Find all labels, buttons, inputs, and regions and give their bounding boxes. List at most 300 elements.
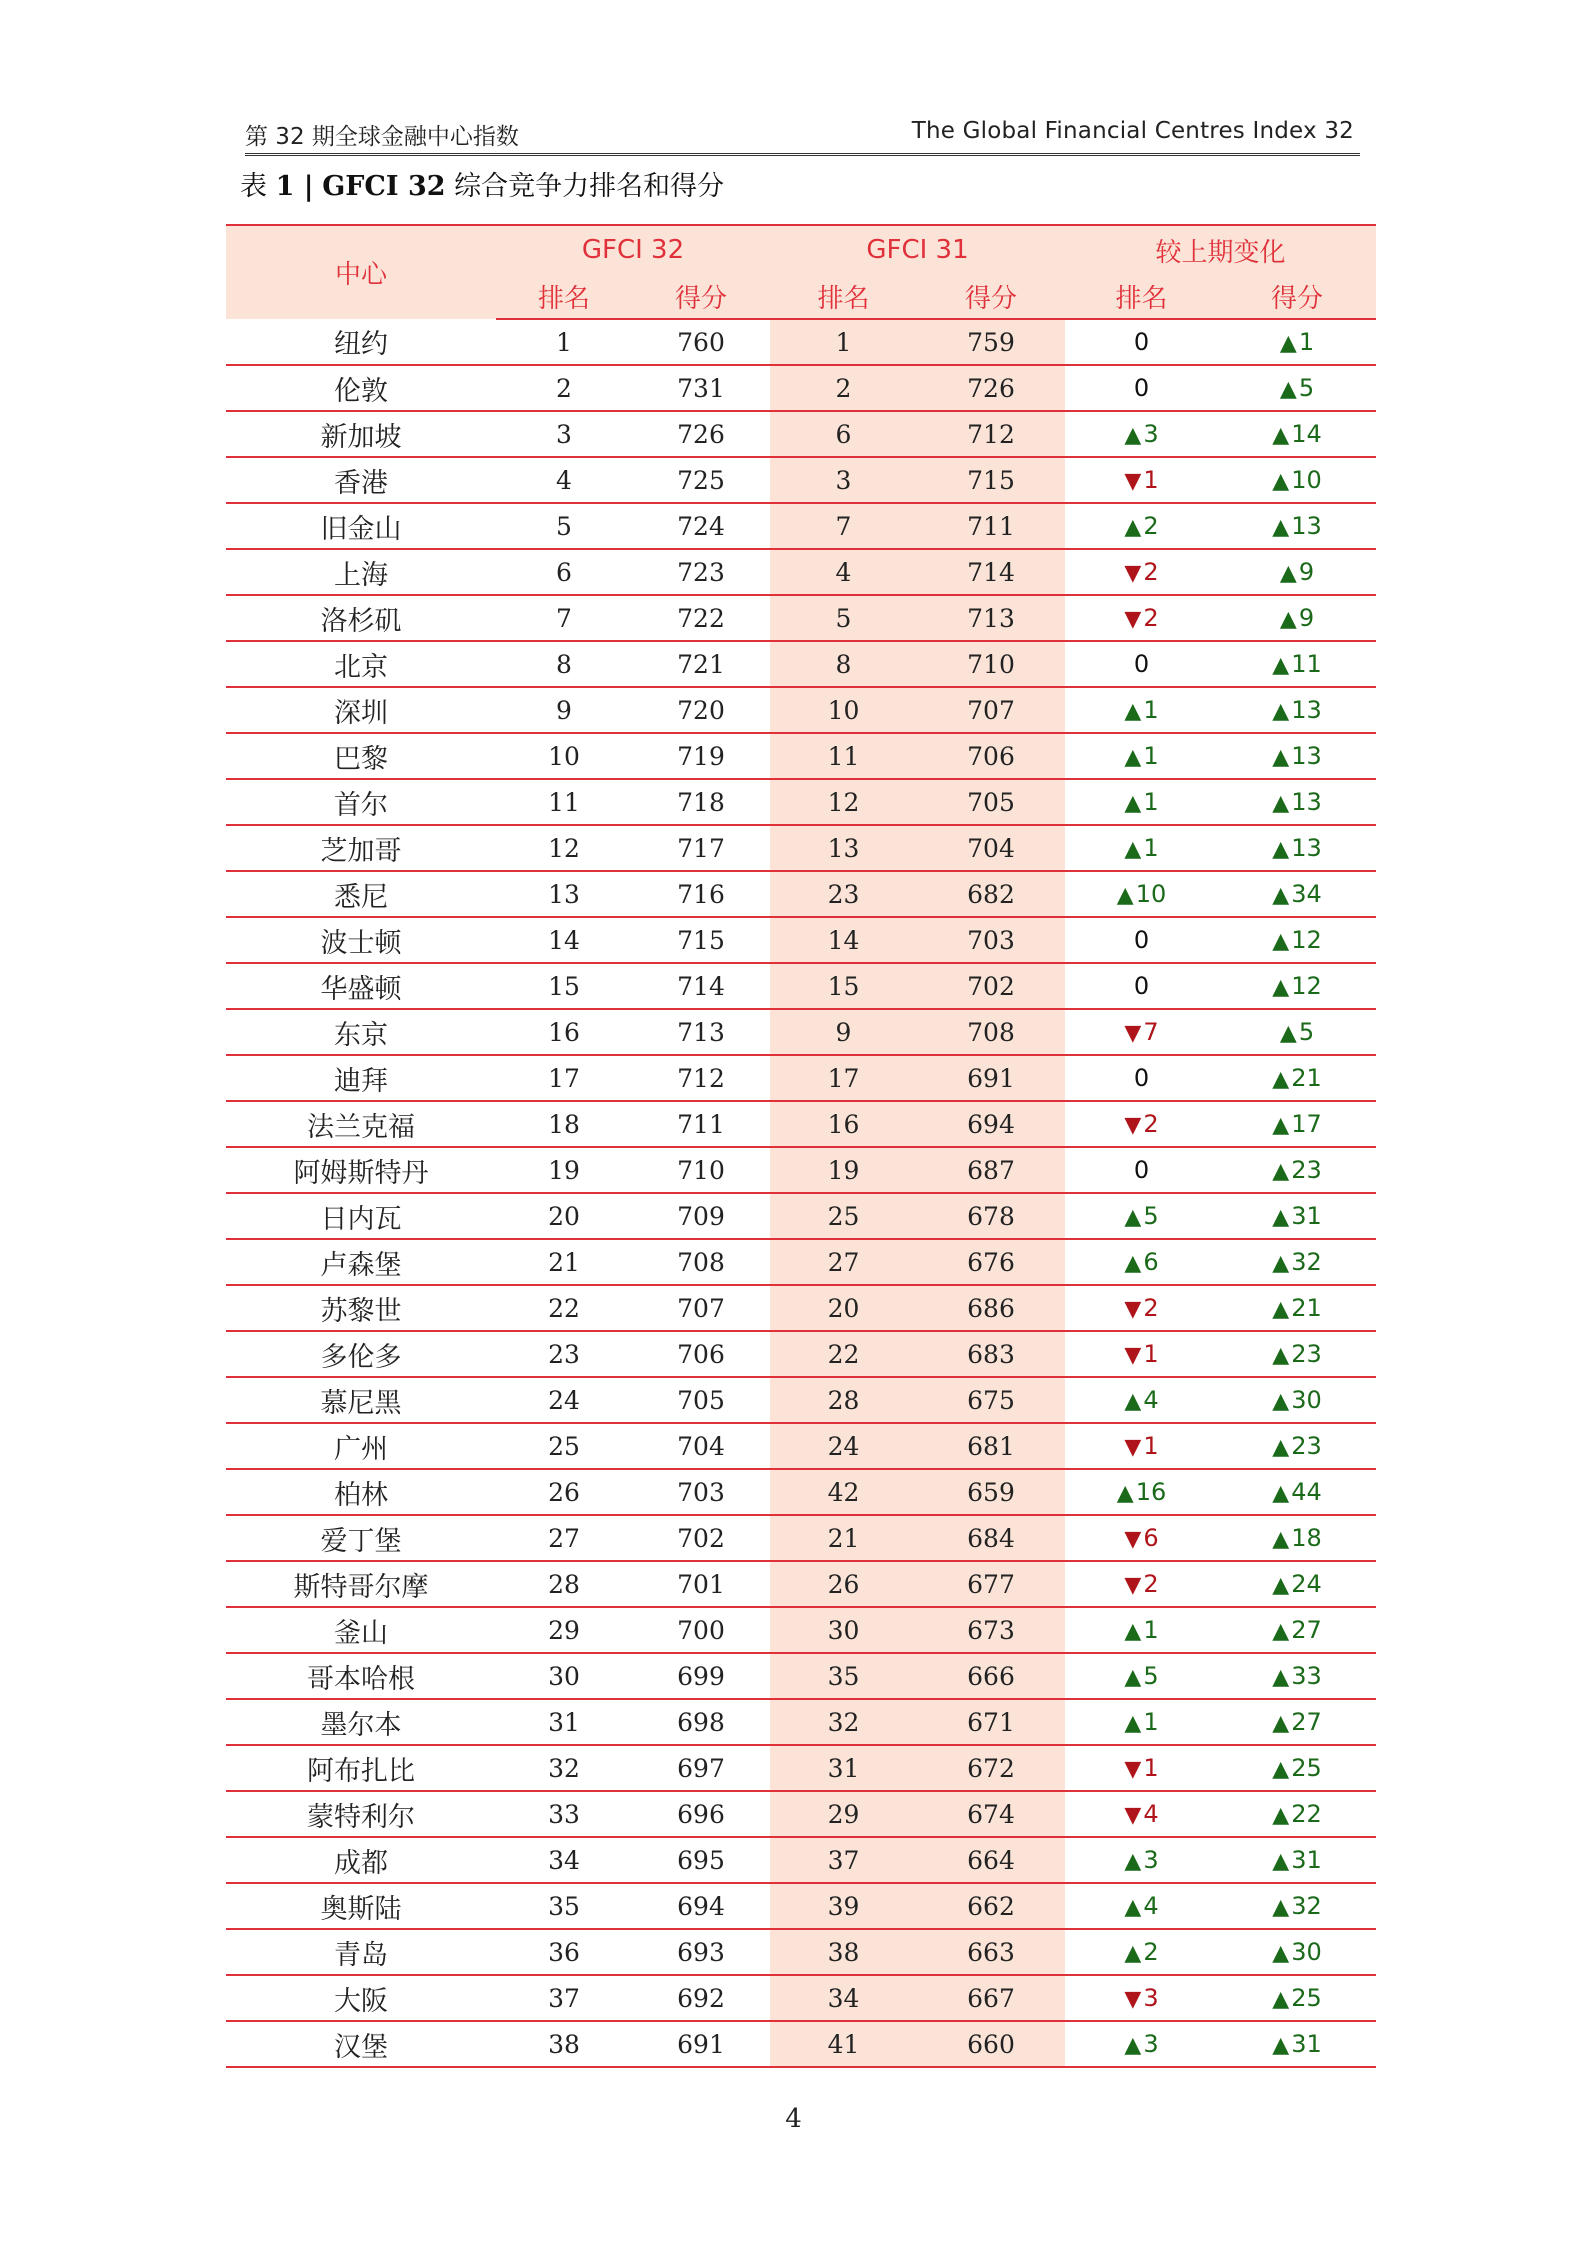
gfci31-rank: 2 bbox=[770, 365, 917, 411]
score-change bbox=[1218, 1469, 1376, 1515]
gfci32-rank: 3 bbox=[496, 411, 632, 457]
score-change-value: 13 bbox=[1291, 834, 1322, 862]
triangle-up-icon: ▲ bbox=[1272, 1665, 1290, 1690]
header-center: 中心 bbox=[226, 225, 496, 319]
score-change bbox=[1218, 595, 1376, 641]
gfci32-score: 692 bbox=[632, 1975, 770, 2021]
triangle-up-icon: ▲ bbox=[1124, 699, 1142, 724]
rank-change bbox=[1065, 871, 1218, 917]
score-change-value: 13 bbox=[1291, 742, 1322, 770]
center-name: 深圳 bbox=[226, 687, 496, 733]
gfci31-rank: 27 bbox=[770, 1239, 917, 1285]
rank-change bbox=[1065, 1285, 1218, 1331]
gfci31-score: 687 bbox=[917, 1147, 1065, 1193]
rank-change-value: 2 bbox=[1143, 1570, 1159, 1598]
triangle-up-icon: ▲ bbox=[1124, 837, 1142, 862]
gfci32-rank: 30 bbox=[496, 1653, 632, 1699]
score-change-value: 11 bbox=[1291, 650, 1322, 678]
score-change-value: 14 bbox=[1291, 420, 1322, 448]
triangle-up-icon: ▲ bbox=[1272, 1389, 1290, 1414]
table-row bbox=[226, 917, 1376, 963]
center-name: 斯特哥尔摩 bbox=[226, 1561, 496, 1607]
table-row bbox=[226, 1607, 1376, 1653]
score-change-value: 27 bbox=[1291, 1616, 1322, 1644]
gfci32-rank: 4 bbox=[496, 457, 632, 503]
table-row bbox=[226, 1699, 1376, 1745]
center-name: 广州 bbox=[226, 1423, 496, 1469]
header-gfci31: GFCI 31 bbox=[770, 225, 1065, 274]
rank-change bbox=[1065, 1929, 1218, 1975]
score-change bbox=[1218, 1423, 1376, 1469]
triangle-up-icon: ▲ bbox=[1124, 1619, 1142, 1644]
score-change bbox=[1218, 779, 1376, 825]
rank-change bbox=[1065, 1377, 1218, 1423]
gfci31-score: 702 bbox=[917, 963, 1065, 1009]
score-change-value: 9 bbox=[1298, 604, 1315, 632]
rank-change-value: 3 bbox=[1143, 1984, 1159, 2012]
center-name: 迪拜 bbox=[226, 1055, 496, 1101]
score-change bbox=[1218, 1699, 1376, 1745]
score-change-value: 1 bbox=[1298, 328, 1315, 356]
gfci32-score: 709 bbox=[632, 1193, 770, 1239]
table-row bbox=[226, 687, 1376, 733]
gfci32-score: 706 bbox=[632, 1331, 770, 1377]
gfci31-score: 707 bbox=[917, 687, 1065, 733]
triangle-up-icon: ▲ bbox=[1272, 1159, 1290, 1184]
gfci32-score: 702 bbox=[632, 1515, 770, 1561]
gfci32-score: 700 bbox=[632, 1607, 770, 1653]
triangle-up-icon: ▲ bbox=[1116, 1481, 1134, 1506]
gfci31-score: 714 bbox=[917, 549, 1065, 595]
gfci31-score: 703 bbox=[917, 917, 1065, 963]
gfci32-rank: 37 bbox=[496, 1975, 632, 2021]
center-name: 苏黎世 bbox=[226, 1285, 496, 1331]
gfci32-rank: 10 bbox=[496, 733, 632, 779]
gfci32-score: 712 bbox=[632, 1055, 770, 1101]
score-change bbox=[1218, 1791, 1376, 1837]
triangle-down-icon: ▼ bbox=[1124, 1987, 1142, 2012]
rank-change bbox=[1065, 1699, 1218, 1745]
gfci31-score: 711 bbox=[917, 503, 1065, 549]
gfci31-score: 664 bbox=[917, 1837, 1065, 1883]
gfci31-rank: 6 bbox=[770, 411, 917, 457]
score-change bbox=[1218, 1975, 1376, 2021]
gfci31-score: 710 bbox=[917, 641, 1065, 687]
rank-change-value: 0 bbox=[1133, 1156, 1150, 1184]
triangle-up-icon: ▲ bbox=[1272, 1803, 1290, 1828]
gfci32-score: 725 bbox=[632, 457, 770, 503]
gfci32-score: 731 bbox=[632, 365, 770, 411]
triangle-down-icon: ▼ bbox=[1124, 1343, 1142, 1368]
gfci31-rank: 14 bbox=[770, 917, 917, 963]
caption-prefix: 表 bbox=[240, 171, 267, 202]
gfci32-score: 707 bbox=[632, 1285, 770, 1331]
rank-change bbox=[1065, 1193, 1218, 1239]
triangle-up-icon: ▲ bbox=[1272, 1619, 1290, 1644]
rank-change-value: 3 bbox=[1143, 420, 1159, 448]
score-change-value: 21 bbox=[1291, 1294, 1322, 1322]
gfci32-score: 693 bbox=[632, 1929, 770, 1975]
triangle-up-icon: ▲ bbox=[1124, 791, 1142, 816]
triangle-down-icon: ▼ bbox=[1124, 1527, 1142, 1552]
gfci32-rank: 19 bbox=[496, 1147, 632, 1193]
gfci32-score: 720 bbox=[632, 687, 770, 733]
gfci32-rank: 16 bbox=[496, 1009, 632, 1055]
gfci31-rank: 35 bbox=[770, 1653, 917, 1699]
score-change-value: 31 bbox=[1291, 1202, 1322, 1230]
center-name: 柏林 bbox=[226, 1469, 496, 1515]
header-title-english: The Global Financial Centres Index 32 bbox=[911, 118, 1354, 144]
rank-change bbox=[1065, 1883, 1218, 1929]
gfci32-rank: 27 bbox=[496, 1515, 632, 1561]
gfci32-score: 691 bbox=[632, 2021, 770, 2067]
triangle-up-icon: ▲ bbox=[1272, 929, 1290, 954]
triangle-up-icon: ▲ bbox=[1272, 515, 1290, 540]
rank-change-value: 0 bbox=[1133, 972, 1150, 1000]
gfci32-score: 696 bbox=[632, 1791, 770, 1837]
center-name: 悉尼 bbox=[226, 871, 496, 917]
triangle-up-icon: ▲ bbox=[1272, 837, 1290, 862]
rank-change-value: 3 bbox=[1143, 1846, 1159, 1874]
rank-change-value: 4 bbox=[1143, 1800, 1159, 1828]
gfci31-rank: 19 bbox=[770, 1147, 917, 1193]
triangle-up-icon: ▲ bbox=[1124, 1665, 1142, 1690]
table-row bbox=[226, 1193, 1376, 1239]
score-change bbox=[1218, 1193, 1376, 1239]
score-change bbox=[1218, 411, 1376, 457]
rank-change bbox=[1065, 1837, 1218, 1883]
center-name: 巴黎 bbox=[226, 733, 496, 779]
center-name: 北京 bbox=[226, 641, 496, 687]
gfci31-rank: 13 bbox=[770, 825, 917, 871]
table-row bbox=[226, 2021, 1376, 2067]
score-change bbox=[1218, 687, 1376, 733]
rank-change-value: 2 bbox=[1143, 1938, 1159, 1966]
gfci31-rank: 3 bbox=[770, 457, 917, 503]
score-change bbox=[1218, 917, 1376, 963]
rank-change-value: 0 bbox=[1133, 926, 1150, 954]
triangle-up-icon: ▲ bbox=[1124, 423, 1142, 448]
score-change-value: 5 bbox=[1298, 374, 1315, 402]
table-body bbox=[226, 319, 1376, 2067]
gfci32-rank: 25 bbox=[496, 1423, 632, 1469]
table-row bbox=[226, 1101, 1376, 1147]
score-change bbox=[1218, 549, 1376, 595]
table-row bbox=[226, 365, 1376, 411]
gfci32-rank: 28 bbox=[496, 1561, 632, 1607]
gfci31-rank: 30 bbox=[770, 1607, 917, 1653]
gfci31-score: 712 bbox=[917, 411, 1065, 457]
rank-change bbox=[1065, 1009, 1218, 1055]
score-change bbox=[1218, 1331, 1376, 1377]
gfci31-rank: 39 bbox=[770, 1883, 917, 1929]
rank-change-value: 7 bbox=[1143, 1018, 1159, 1046]
score-change-value: 13 bbox=[1291, 512, 1322, 540]
center-name: 蒙特利尔 bbox=[226, 1791, 496, 1837]
gfci31-score: 678 bbox=[917, 1193, 1065, 1239]
rank-change-value: 1 bbox=[1143, 1432, 1159, 1460]
gfci31-rank: 34 bbox=[770, 1975, 917, 2021]
table-row bbox=[226, 457, 1376, 503]
gfci32-score: 711 bbox=[632, 1101, 770, 1147]
table-row bbox=[226, 963, 1376, 1009]
score-change-value: 23 bbox=[1291, 1156, 1322, 1184]
score-change bbox=[1218, 319, 1376, 365]
gfci32-score: 710 bbox=[632, 1147, 770, 1193]
rank-change bbox=[1065, 411, 1218, 457]
rank-change bbox=[1065, 641, 1218, 687]
header-change-rank: 排名 bbox=[1065, 274, 1218, 319]
triangle-up-icon: ▲ bbox=[1272, 1205, 1290, 1230]
gfci31-score: 682 bbox=[917, 871, 1065, 917]
score-change bbox=[1218, 457, 1376, 503]
triangle-up-icon: ▲ bbox=[1272, 1895, 1290, 1920]
rank-change bbox=[1065, 963, 1218, 1009]
center-name: 华盛顿 bbox=[226, 963, 496, 1009]
gfci31-score: 681 bbox=[917, 1423, 1065, 1469]
gfci31-rank: 22 bbox=[770, 1331, 917, 1377]
triangle-up-icon: ▲ bbox=[1272, 1711, 1290, 1736]
gfci32-score: 694 bbox=[632, 1883, 770, 1929]
gfci32-score: 705 bbox=[632, 1377, 770, 1423]
center-name: 芝加哥 bbox=[226, 825, 496, 871]
rank-change-value: 0 bbox=[1133, 650, 1150, 678]
triangle-up-icon: ▲ bbox=[1124, 2033, 1142, 2058]
gfci31-score: 666 bbox=[917, 1653, 1065, 1699]
score-change bbox=[1218, 641, 1376, 687]
table-row bbox=[226, 1009, 1376, 1055]
score-change bbox=[1218, 1239, 1376, 1285]
triangle-up-icon: ▲ bbox=[1272, 791, 1290, 816]
gfci31-score: 677 bbox=[917, 1561, 1065, 1607]
gfci32-rank: 7 bbox=[496, 595, 632, 641]
gfci32-rank: 15 bbox=[496, 963, 632, 1009]
gfci32-rank: 24 bbox=[496, 1377, 632, 1423]
center-name: 新加坡 bbox=[226, 411, 496, 457]
gfci31-rank: 10 bbox=[770, 687, 917, 733]
gfci31-rank: 4 bbox=[770, 549, 917, 595]
gfci32-rank: 32 bbox=[496, 1745, 632, 1791]
triangle-down-icon: ▼ bbox=[1124, 1757, 1142, 1782]
gfci32-score: 699 bbox=[632, 1653, 770, 1699]
gfci31-rank: 31 bbox=[770, 1745, 917, 1791]
score-change-value: 32 bbox=[1291, 1248, 1322, 1276]
table-row bbox=[226, 779, 1376, 825]
header-gfci32-rank: 排名 bbox=[496, 274, 632, 319]
score-change bbox=[1218, 1147, 1376, 1193]
rank-change-value: 1 bbox=[1143, 466, 1159, 494]
rank-change-value: 16 bbox=[1135, 1478, 1167, 1506]
triangle-up-icon: ▲ bbox=[1272, 1343, 1290, 1368]
gfci31-score: 663 bbox=[917, 1929, 1065, 1975]
triangle-down-icon: ▼ bbox=[1124, 1435, 1142, 1460]
table-row bbox=[226, 733, 1376, 779]
triangle-up-icon: ▲ bbox=[1272, 1481, 1290, 1506]
center-name: 爱丁堡 bbox=[226, 1515, 496, 1561]
triangle-up-icon: ▲ bbox=[1272, 469, 1290, 494]
score-change-value: 32 bbox=[1291, 1892, 1322, 1920]
gfci32-rank: 29 bbox=[496, 1607, 632, 1653]
table-row bbox=[226, 1239, 1376, 1285]
triangle-up-icon: ▲ bbox=[1272, 423, 1290, 448]
gfci31-score: 673 bbox=[917, 1607, 1065, 1653]
score-change bbox=[1218, 1009, 1376, 1055]
gfci32-score: 718 bbox=[632, 779, 770, 825]
center-name: 日内瓦 bbox=[226, 1193, 496, 1239]
rank-change bbox=[1065, 1469, 1218, 1515]
score-change bbox=[1218, 1285, 1376, 1331]
triangle-up-icon: ▲ bbox=[1279, 377, 1297, 402]
gfci32-rank: 2 bbox=[496, 365, 632, 411]
gfci32-rank: 33 bbox=[496, 1791, 632, 1837]
gfci31-rank: 17 bbox=[770, 1055, 917, 1101]
table-row bbox=[226, 595, 1376, 641]
header-title-chinese: 第 32 期全球金融中心指数 bbox=[245, 124, 519, 150]
rank-change-value: 1 bbox=[1143, 1616, 1159, 1644]
rank-change bbox=[1065, 1653, 1218, 1699]
triangle-up-icon: ▲ bbox=[1272, 1757, 1290, 1782]
gfci32-score: 697 bbox=[632, 1745, 770, 1791]
table-row bbox=[226, 1653, 1376, 1699]
triangle-up-icon: ▲ bbox=[1272, 975, 1290, 1000]
rank-change bbox=[1065, 825, 1218, 871]
header-gfci31-score: 得分 bbox=[917, 274, 1065, 319]
gfci31-score: 659 bbox=[917, 1469, 1065, 1515]
gfci32-rank: 36 bbox=[496, 1929, 632, 1975]
score-change-value: 25 bbox=[1291, 1984, 1322, 2012]
score-change-value: 13 bbox=[1291, 696, 1322, 724]
gfci32-score: 717 bbox=[632, 825, 770, 871]
triangle-up-icon: ▲ bbox=[1279, 1021, 1297, 1046]
center-name: 卢森堡 bbox=[226, 1239, 496, 1285]
table-row bbox=[226, 549, 1376, 595]
gfci31-score: 694 bbox=[917, 1101, 1065, 1147]
gfci31-rank: 23 bbox=[770, 871, 917, 917]
triangle-down-icon: ▼ bbox=[1124, 469, 1142, 494]
triangle-up-icon: ▲ bbox=[1124, 515, 1142, 540]
score-change bbox=[1218, 871, 1376, 917]
triangle-up-icon: ▲ bbox=[1124, 1895, 1142, 1920]
score-change bbox=[1218, 1515, 1376, 1561]
center-name: 釜山 bbox=[226, 1607, 496, 1653]
table-row bbox=[226, 1515, 1376, 1561]
gfci31-score: 662 bbox=[917, 1883, 1065, 1929]
table-row bbox=[226, 411, 1376, 457]
rank-change-value: 10 bbox=[1135, 880, 1167, 908]
gfci31-rank: 29 bbox=[770, 1791, 917, 1837]
center-name: 洛杉矶 bbox=[226, 595, 496, 641]
gfci32-score: 701 bbox=[632, 1561, 770, 1607]
gfci31-score: 672 bbox=[917, 1745, 1065, 1791]
score-change-value: 33 bbox=[1291, 1662, 1322, 1690]
score-change-value: 27 bbox=[1291, 1708, 1322, 1736]
rank-change bbox=[1065, 1515, 1218, 1561]
gfci32-score: 704 bbox=[632, 1423, 770, 1469]
gfci31-rank: 1 bbox=[770, 319, 917, 365]
center-name: 东京 bbox=[226, 1009, 496, 1055]
rank-change bbox=[1065, 1239, 1218, 1285]
score-change-value: 5 bbox=[1298, 1018, 1315, 1046]
triangle-up-icon: ▲ bbox=[1272, 1251, 1290, 1276]
gfci32-score: 698 bbox=[632, 1699, 770, 1745]
rank-change bbox=[1065, 1745, 1218, 1791]
table-row bbox=[226, 1377, 1376, 1423]
score-change bbox=[1218, 1929, 1376, 1975]
gfci32-rank: 31 bbox=[496, 1699, 632, 1745]
center-name: 纽约 bbox=[226, 319, 496, 365]
center-name: 阿布扎比 bbox=[226, 1745, 496, 1791]
table-row bbox=[226, 1929, 1376, 1975]
triangle-up-icon: ▲ bbox=[1272, 883, 1290, 908]
center-name: 哥本哈根 bbox=[226, 1653, 496, 1699]
rank-change-value: 6 bbox=[1143, 1248, 1159, 1276]
gfci31-score: 660 bbox=[917, 2021, 1065, 2067]
gfci32-rank: 17 bbox=[496, 1055, 632, 1101]
rank-change bbox=[1065, 1147, 1218, 1193]
score-change-value: 24 bbox=[1291, 1570, 1322, 1598]
score-change-value: 44 bbox=[1291, 1478, 1322, 1506]
rank-change-value: 5 bbox=[1143, 1662, 1159, 1690]
triangle-up-icon: ▲ bbox=[1279, 331, 1297, 356]
rank-change bbox=[1065, 457, 1218, 503]
triangle-down-icon: ▼ bbox=[1124, 607, 1142, 632]
rank-change-value: 1 bbox=[1143, 1708, 1159, 1736]
score-change bbox=[1218, 963, 1376, 1009]
rank-change-value: 1 bbox=[1143, 788, 1159, 816]
triangle-up-icon: ▲ bbox=[1124, 1941, 1142, 1966]
score-change bbox=[1218, 365, 1376, 411]
rank-change bbox=[1065, 2021, 1218, 2067]
gfci32-rank: 9 bbox=[496, 687, 632, 733]
center-name: 成都 bbox=[226, 1837, 496, 1883]
table-row bbox=[226, 1791, 1376, 1837]
gfci31-rank: 38 bbox=[770, 1929, 917, 1975]
gfci31-score: 706 bbox=[917, 733, 1065, 779]
gfci31-score: 708 bbox=[917, 1009, 1065, 1055]
header-change: 较上期变化 bbox=[1065, 225, 1376, 274]
gfci32-rank: 11 bbox=[496, 779, 632, 825]
score-change-value: 18 bbox=[1291, 1524, 1322, 1552]
rank-change bbox=[1065, 1791, 1218, 1837]
score-change-value: 30 bbox=[1291, 1938, 1322, 1966]
triangle-up-icon: ▲ bbox=[1272, 653, 1290, 678]
triangle-up-icon: ▲ bbox=[1272, 1849, 1290, 1874]
triangle-down-icon: ▼ bbox=[1124, 1113, 1142, 1138]
score-change bbox=[1218, 1653, 1376, 1699]
rank-change-value: 2 bbox=[1143, 1294, 1159, 1322]
gfci32-rank: 18 bbox=[496, 1101, 632, 1147]
triangle-up-icon: ▲ bbox=[1116, 883, 1134, 908]
score-change bbox=[1218, 503, 1376, 549]
gfci32-score: 726 bbox=[632, 411, 770, 457]
gfci31-score: 713 bbox=[917, 595, 1065, 641]
score-change-value: 25 bbox=[1291, 1754, 1322, 1782]
rank-change bbox=[1065, 549, 1218, 595]
gfci31-score: 676 bbox=[917, 1239, 1065, 1285]
gfci31-rank: 20 bbox=[770, 1285, 917, 1331]
gfci31-rank: 32 bbox=[770, 1699, 917, 1745]
table-row bbox=[226, 825, 1376, 871]
score-change bbox=[1218, 1883, 1376, 1929]
gfci32-score: 715 bbox=[632, 917, 770, 963]
score-change-value: 17 bbox=[1291, 1110, 1322, 1138]
triangle-up-icon: ▲ bbox=[1272, 1067, 1290, 1092]
rank-change-value: 2 bbox=[1143, 604, 1159, 632]
table-row bbox=[226, 1975, 1376, 2021]
rank-change-value: 1 bbox=[1143, 1754, 1159, 1782]
triangle-up-icon: ▲ bbox=[1124, 1205, 1142, 1230]
header-change-score: 得分 bbox=[1218, 274, 1376, 319]
